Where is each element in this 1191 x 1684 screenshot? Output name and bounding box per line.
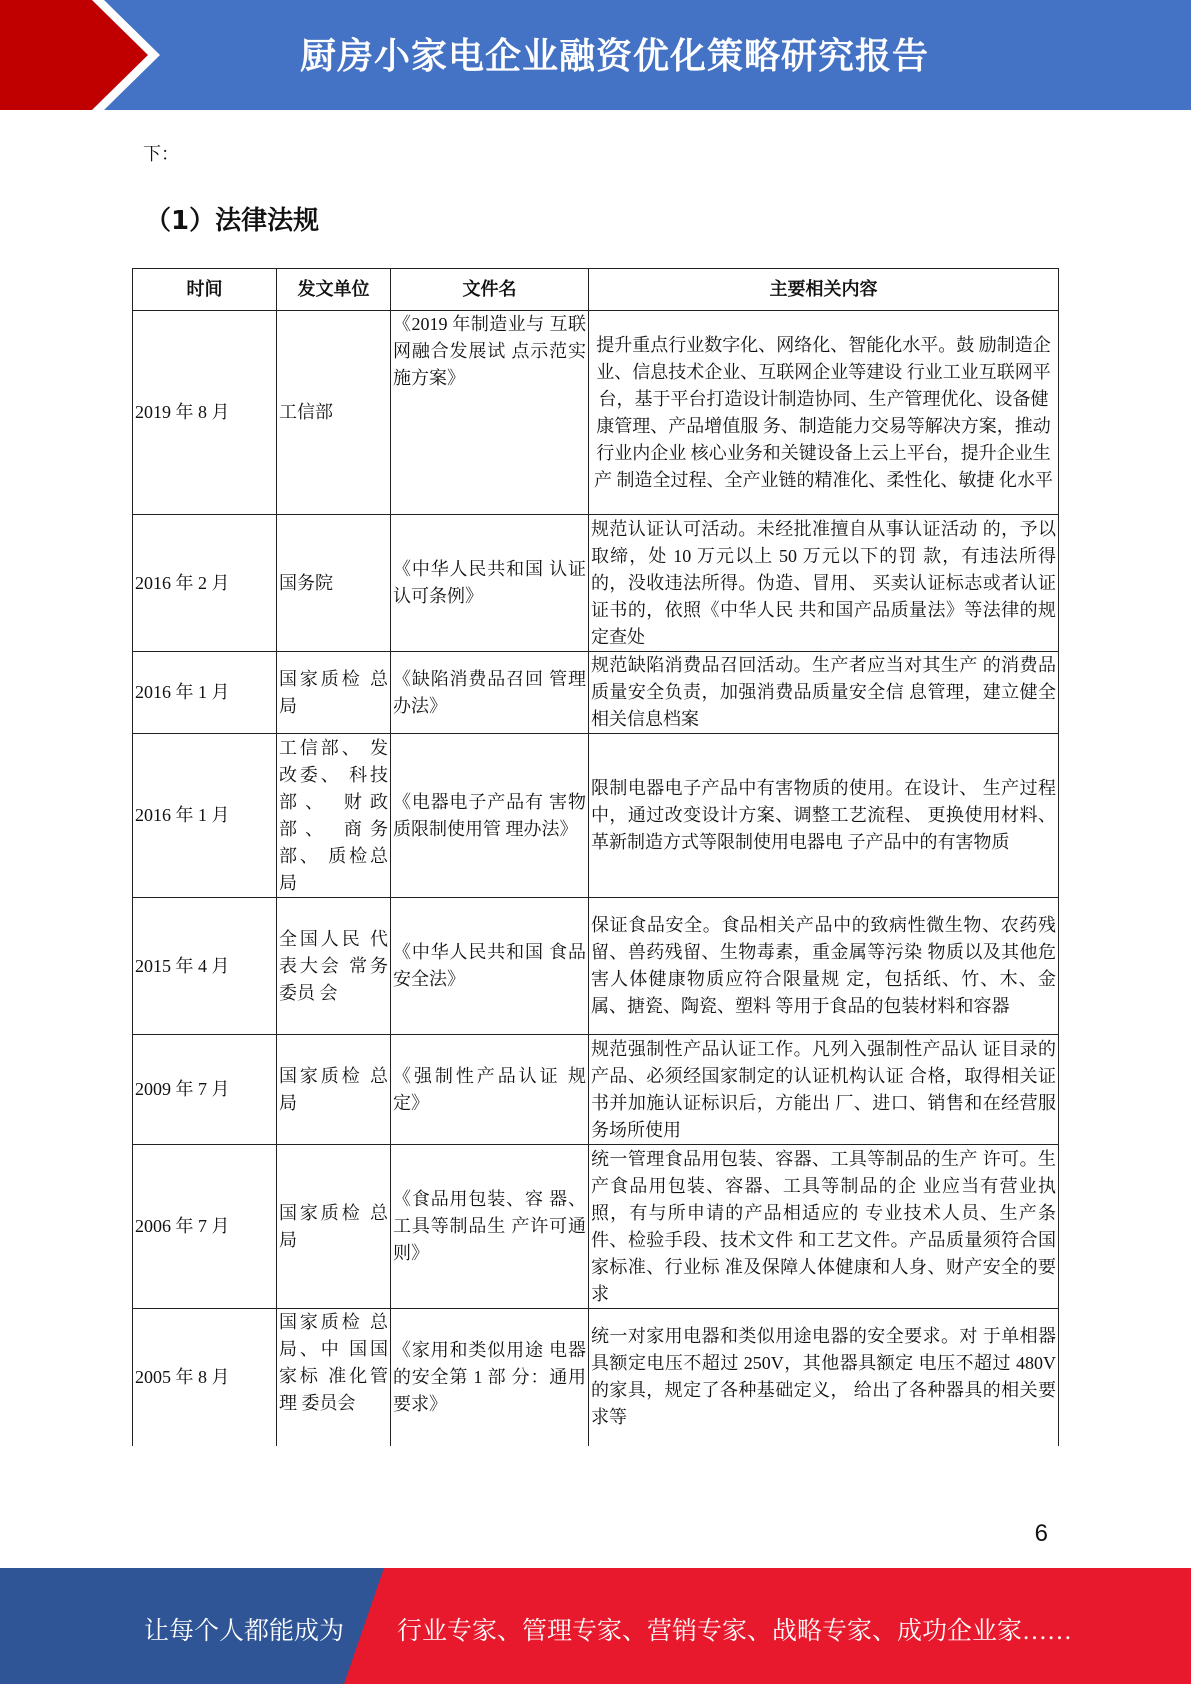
col-header-doc: 文件名 [391, 269, 589, 311]
cell-time: 2009 年 7 月 [133, 1035, 277, 1145]
cell-unit: 全国人民 代表大会 常务委员 会 [277, 898, 391, 1035]
col-header-time: 时间 [133, 269, 277, 311]
regulations-table-wrapper [132, 268, 1060, 1446]
footer-roles: 行业专家、管理专家、营销专家、战略专家、成功企业家…… [397, 1618, 1073, 1645]
cell-time: 2016 年 1 月 [133, 734, 277, 898]
cell-unit: 国家质检 总局、中 国国家标 准化管理 委员会 [277, 1309, 391, 1446]
page-number: 6 [1034, 1520, 1048, 1547]
cell-doc: 《强制性产品认证 规定》 [391, 1035, 589, 1145]
page-header [0, 0, 1191, 110]
cell-content: 统一对家用电器和类似用途电器的安全要求。对 于单相器具额定电压不超过 250V，其他器具额定 电压不超过 480V 的家具，规定了各种基础定义， 给出了各种器具的相关要求等 [589, 1309, 1059, 1446]
page-footer [0, 1568, 1191, 1684]
cell-content: 规范强制性产品认证工作。凡列入强制性产品认 证目录的产品、必须经国家制定的认证机构认证 合格，取得相关证书并加施认证标识后，方能出 厂、进口、销售和在经营服务场所使用 [589, 1035, 1059, 1145]
intro-text: 下： [143, 144, 179, 164]
cell-unit: 国家质检 总局 [277, 1035, 391, 1145]
table-row [133, 1309, 1059, 1446]
table-row [133, 898, 1059, 1035]
footer-slogan: 让每个人都能成为 [144, 1618, 345, 1645]
cell-time: 2015 年 4 月 [133, 898, 277, 1035]
cell-unit: 工信部、 发改委、 科技部、 财政部、 商务部、 质检总局 [277, 734, 391, 898]
cell-doc: 《中华人民共和国 食品安全法》 [391, 898, 589, 1035]
col-header-content: 主要相关内容 [589, 269, 1059, 311]
cell-doc: 《缺陷消费品召回 管理办法》 [391, 652, 589, 734]
regulations-table [132, 268, 1059, 1446]
cell-time: 2016 年 1 月 [133, 652, 277, 734]
table-row [133, 515, 1059, 652]
cell-time: 2005 年 8 月 [133, 1309, 277, 1446]
header-red-arrow [0, 0, 148, 110]
cell-unit: 国家质检 总局 [277, 652, 391, 734]
table-row [133, 652, 1059, 734]
cell-doc: 《家用和类似用途 电器的安全第 1 部 分：通用要求》 [391, 1309, 589, 1446]
cell-unit: 工信部 [277, 311, 391, 515]
cell-time: 2016 年 2 月 [133, 515, 277, 652]
cell-time: 2006 年 7 月 [133, 1145, 277, 1309]
report-title: 厨房小家电企业融资优化策略研究报告 [300, 36, 930, 77]
cell-time: 2019 年 8 月 [133, 311, 277, 515]
cell-content: 统一管理食品用包装、容器、工具等制品的生产 许可。生产食品用包装、容器、工具等制品的企 业应当有营业执照，有与所申请的产品相适应的 专业技术人员、生产条件、检验手段、技术文件 和工艺文件。产品质量须符合国家标准、行业标 准及保障人体健康和人身、财产安全的要求 [589, 1145, 1059, 1309]
table-row [133, 1145, 1059, 1309]
cell-content: 限制电器电子产品中有害物质的使用。在设计、 生产过程中，通过改变设计方案、调整工艺流程、 更换使用材料、革新制造方式等限制使用电器电 子产品中的有害物质 [589, 734, 1059, 898]
cell-unit: 国务院 [277, 515, 391, 652]
cell-doc: 《2019 年制造业与 互联网融合发展试 点示范实施方案》 [391, 311, 589, 515]
cell-doc: 《电器电子产品有 害物质限制使用管 理办法》 [391, 734, 589, 898]
cell-unit: 国家质检 总局 [277, 1145, 391, 1309]
table-row [133, 1035, 1059, 1145]
col-header-unit: 发文单位 [277, 269, 391, 311]
cell-content: 提升重点行业数字化、网络化、智能化水平。鼓 励制造企业、信息技术企业、互联网企业等建设 行业工业互联网平台，基于平台打造设计制造协同、生产管理优化、设备健康管理、产品增值服 务、制造能力交易等解决方案，推动行业内企业 核心业务和关键设备上云上平台，提升企业生产 制造全过程、全产业链的精准化、柔性化、敏捷 化水平 [589, 311, 1059, 515]
cell-doc: 《食品用包装、容 器、工具等制品生 产许可通则》 [391, 1145, 589, 1309]
cell-content: 规范缺陷消费品召回活动。生产者应当对其生产 的消费品质量安全负责，加强消费品质量安全信 息管理，建立健全相关信息档案 [589, 652, 1059, 734]
table-row [133, 734, 1059, 898]
cell-doc: 《中华人民共和国 认证认可条例》 [391, 515, 589, 652]
cell-content: 保证食品安全。食品相关产品中的致病性微生物、农药残留、兽药残留、生物毒素，重金属等污染 物质以及其他危害人体健康物质应符合限量规 定，包括纸、竹、木、金属、搪瓷、陶瓷、塑料 等用于食品的包装材料和容器 [589, 898, 1059, 1035]
section-title: （1）法律法规 [145, 206, 320, 236]
table-header-row [133, 269, 1059, 311]
cell-content: 规范认证认可活动。未经批准擅自从事认证活动 的，予以取缔，处 10 万元以上 50 万元以下的罚 款，有违法所得的，没收违法所得。伪造、冒用、 买卖认证标志或者认证证书的，依照《中华人民 共和国产品质量法》等法律的规定查处 [589, 515, 1059, 652]
table-row [133, 311, 1059, 515]
